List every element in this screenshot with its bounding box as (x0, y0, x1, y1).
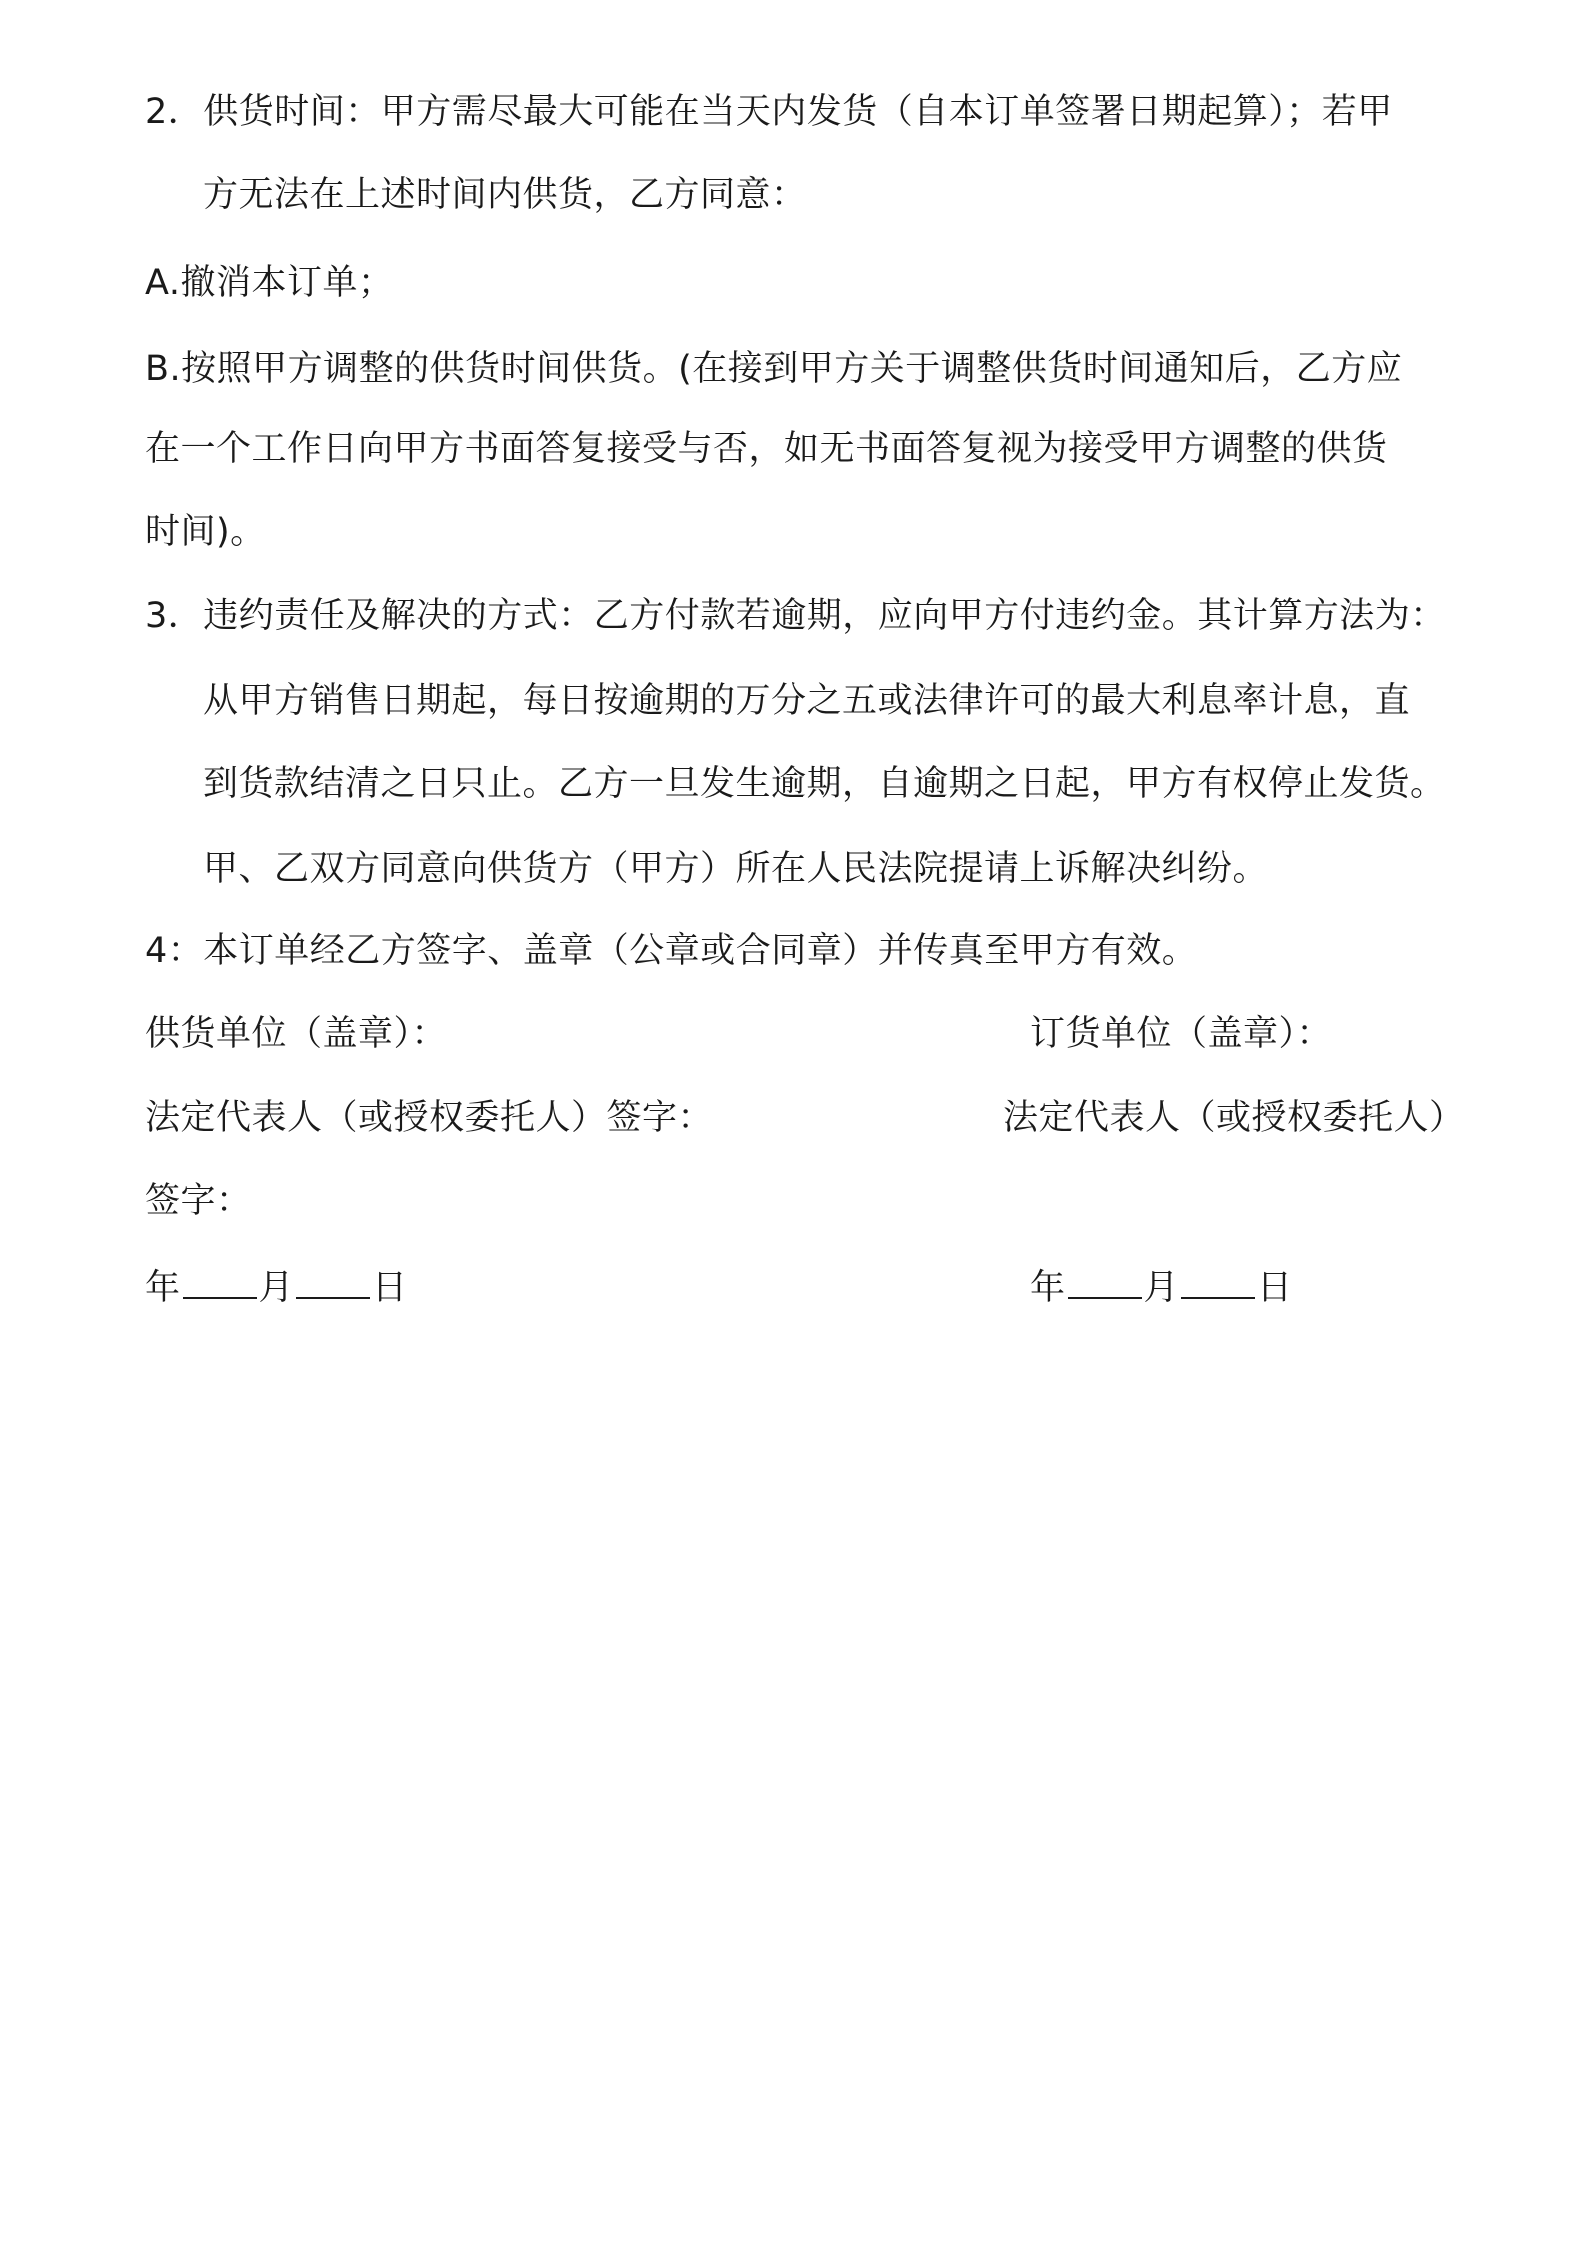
clause3-line2: 从甲方销售日期起，每日按逾期的万分之五或法律许可的最大利息率计息，直 (203, 681, 1411, 721)
clause4-line1: 4：本订单经乙方签字、盖章（公章或合同章）并传真至甲方有效。 (145, 931, 1198, 971)
year-blank (1068, 1263, 1142, 1299)
clause2-option-b-line3: 时间)。 (145, 512, 266, 552)
clause3-line3: 到货款结清之日只止。乙方一旦发生逾期，自逾期之日起，甲方有权停止发货。 (203, 764, 1446, 804)
day-label: 日 (1257, 1268, 1293, 1308)
clause2-line2: 方无法在上述时间内供货，乙方同意： (203, 175, 807, 215)
buyer-rep-label: 法定代表人（或授权委托人） (1003, 1098, 1465, 1138)
clause2-option-b-line1: B.按照甲方调整的供货时间供货。(在接到甲方关于调整供货时间通知后，乙方应 (145, 349, 1403, 389)
clause2-line1: 2．供货时间：甲方需尽最大可能在当天内发货（自本订单签署日期起算）；若甲 (145, 92, 1393, 132)
day-label: 日 (372, 1268, 408, 1308)
year-label: 年 (1030, 1268, 1066, 1308)
buyer-unit-label: 订货单位（盖章）： (1030, 1014, 1333, 1054)
clause2-option-a: A.撤消本订单； (145, 263, 394, 303)
month-label: 月 (1143, 1268, 1180, 1308)
month-blank (296, 1263, 370, 1299)
year-blank (183, 1263, 257, 1299)
clause3-line4: 甲、乙双方同意向供货方（甲方）所在人民法院提请上诉解决纠纷。 (203, 849, 1269, 889)
month-label: 月 (258, 1268, 295, 1308)
month-blank (1181, 1263, 1255, 1299)
supplier-unit-label: 供货单位（盖章）： (145, 1014, 448, 1054)
supplier-date-line (145, 1263, 408, 1312)
supplier-rep-label: 法定代表人（或授权委托人）签字： (145, 1098, 714, 1138)
buyer-sign-label: 签字： (145, 1181, 252, 1221)
clause2-option-b-line2: 在一个工作日向甲方书面答复接受与否，如无书面答复视为接受甲方调整的供货 (145, 429, 1388, 469)
buyer-date-line (1030, 1263, 1293, 1312)
clause3-line1: 3．违约责任及解决的方式：乙方付款若逾期，应向甲方付违约金。其计算方法为： (145, 596, 1446, 636)
year-label: 年 (145, 1268, 181, 1308)
